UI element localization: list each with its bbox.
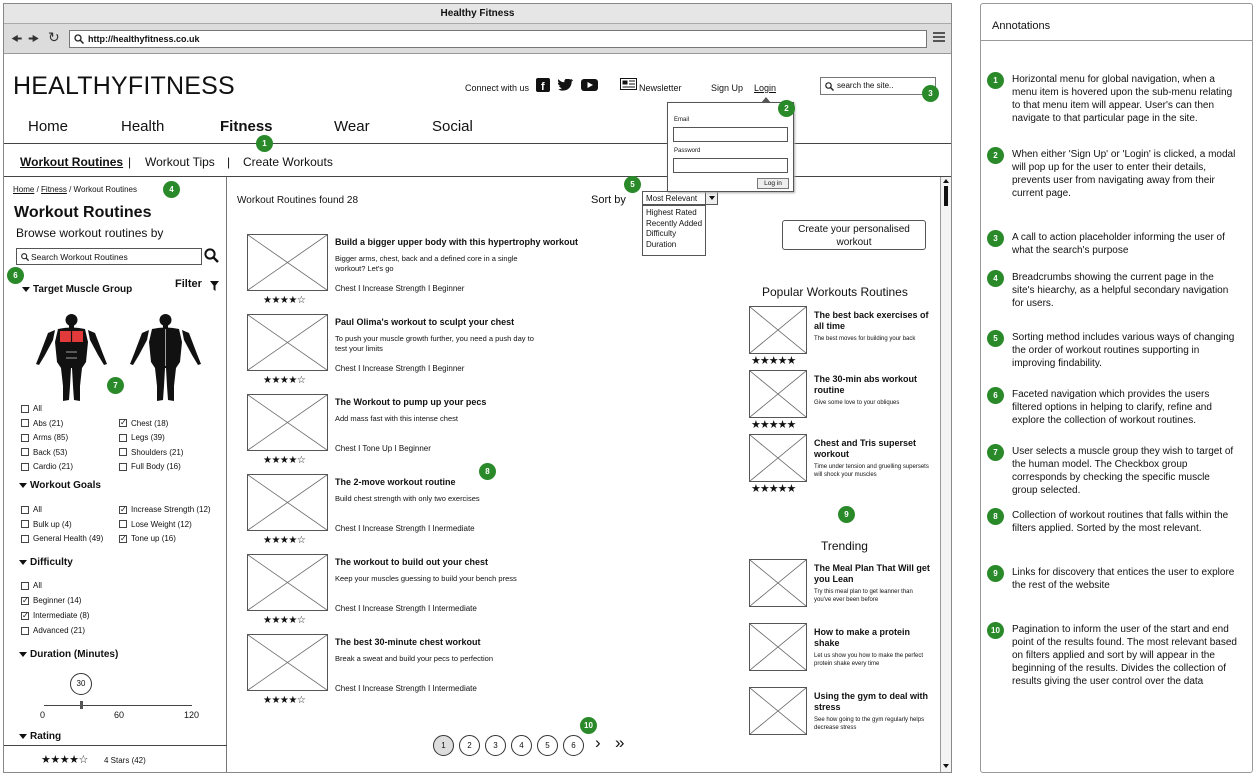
goal-checkbox[interactable]	[21, 520, 72, 529]
sort-select[interactable]	[642, 191, 718, 205]
breadcrumb-home[interactable]: Home	[13, 185, 35, 194]
checkbox-label: Shoulders (21)	[131, 447, 184, 457]
result-thumbnail[interactable]	[247, 634, 328, 691]
popular-title[interactable]: The best back exercises of all time	[814, 310, 929, 332]
checkbox-box[interactable]	[119, 434, 127, 442]
checkbox-box[interactable]: ✓	[120, 533, 127, 543]
nav-divider	[4, 143, 951, 144]
page-button[interactable]: 5	[537, 735, 558, 756]
back-arrow-icon[interactable]: 🠜	[11, 31, 23, 46]
goal-checkbox[interactable]	[119, 505, 211, 514]
muscle-checkbox[interactable]	[119, 419, 168, 428]
breadcrumb-current: Workout Routines	[73, 185, 137, 194]
difficulty-checkbox[interactable]	[21, 596, 81, 605]
result-thumbnail[interactable]	[247, 394, 328, 451]
annotation-badge-3: 3	[922, 85, 939, 102]
checkbox-label: Back (53)	[33, 447, 68, 457]
result-tags: Chest I Increase Strength I Beginner	[335, 284, 465, 293]
search-icon	[74, 34, 84, 44]
search-icon[interactable]	[204, 248, 219, 263]
checkbox-box[interactable]	[21, 627, 29, 635]
muscle-checkbox[interactable]	[21, 404, 42, 413]
subnav-separator: |	[128, 155, 132, 169]
annotation-badge-5: 5	[624, 176, 641, 193]
sidebar-subtitle: Browse workout routines by	[16, 226, 164, 240]
checkbox-box[interactable]: ✓	[120, 504, 127, 514]
search-icon	[825, 82, 834, 91]
checkbox-label: All	[33, 404, 42, 413]
funnel-icon[interactable]	[210, 281, 219, 291]
popular-rating-stars: ★★★★★	[751, 419, 796, 431]
checkbox-box[interactable]: ✓	[22, 595, 29, 605]
trending-title[interactable]: The Meal Plan That Will get you Lean	[814, 563, 930, 585]
difficulty-checkbox[interactable]	[21, 626, 85, 635]
checkbox-box[interactable]	[119, 463, 127, 471]
annotation-number: 9	[987, 565, 1004, 582]
checkbox-box[interactable]	[21, 582, 29, 590]
checkbox-label: Bulk up (4)	[33, 519, 72, 529]
result-tags: Chest I Increase Strength I Intermediate	[335, 684, 477, 693]
login-link[interactable]: Login	[754, 83, 777, 93]
results-count: Workout Routines found 28	[237, 195, 359, 206]
subnav-workout-routines[interactable]: Workout Routines	[20, 155, 124, 169]
trending-description: See how going to the gym regularly helps decrease stress	[814, 717, 925, 731]
caret-down-icon	[22, 287, 30, 292]
result-rating-stars: ★★★★☆	[263, 455, 306, 466]
annotation-number: 5	[987, 330, 1004, 347]
checkbox-label: Lose Weight (12)	[131, 519, 192, 529]
annotation-badge-4: 4	[163, 181, 180, 198]
annotation-text: Faceted navigation which provides the users filtered options in helping to clarify, refine and explore the collection of workout routines.	[1012, 389, 1212, 426]
newsletter-icon	[620, 78, 637, 90]
sort-option[interactable]: Difficulty	[646, 229, 677, 238]
next-page-icon[interactable]: ›	[595, 733, 601, 752]
result-rating-stars: ★★★★☆	[263, 615, 306, 626]
connect-label: Connect with us	[465, 83, 530, 93]
annotation-number: 2	[987, 147, 1004, 164]
email-label: Email	[674, 117, 690, 123]
checkbox-label: Chest (18)	[131, 418, 169, 428]
duration-max: 120	[184, 710, 200, 720]
annotation-badge-9: 9	[838, 506, 855, 523]
muscle-group-heading[interactable]	[22, 284, 132, 295]
duration-slider-track[interactable]	[44, 705, 192, 706]
result-thumbnail[interactable]	[247, 474, 328, 531]
result-title[interactable]: Paul Olima's workout to sculpt your chest	[335, 317, 515, 327]
annotation-number: 8	[987, 508, 1004, 525]
goal-checkbox[interactable]	[119, 520, 192, 529]
popular-description: Time under tension and gruelling supersets will shock your muscles	[814, 464, 929, 478]
forward-arrow-icon[interactable]: 🠞	[28, 31, 40, 46]
modal-pointer	[761, 97, 771, 103]
annotation-text: Links for discovery that entices the user to explore the rest of the website	[1012, 567, 1235, 591]
annotation-text: A call to action placeholder informing the user of what the search's purpose	[1012, 232, 1225, 256]
result-description: Keep your muscles guessing to build your bench press	[335, 574, 517, 583]
goal-checkbox[interactable]	[21, 505, 42, 514]
result-rating-stars: ★★★★☆	[263, 695, 306, 706]
result-title[interactable]: The best 30-minute chest workout	[335, 637, 481, 647]
page-button[interactable]: 2	[459, 735, 480, 756]
subnav-workout-tips[interactable]: Workout Tips	[145, 155, 215, 169]
annotation-badge-7: 7	[107, 377, 124, 394]
facebook-icon[interactable]	[536, 78, 550, 92]
breadcrumb-separator: /	[69, 185, 72, 194]
annotation-number: 7	[987, 444, 1004, 461]
sidebar	[4, 177, 227, 772]
muscle-checkbox[interactable]	[21, 419, 63, 428]
page-button[interactable]: 4	[511, 735, 532, 756]
result-title[interactable]: The Workout to pump up your pecs	[335, 397, 487, 407]
annotation-text: Pagination to inform the user of the start and end point of the results found. The most relevant based on filters applied and sort by will appear in the beginning of the results. Divides the collection of results giving the user control over the data	[1012, 624, 1237, 687]
trending-description: Try this meal plan to get leanner than you've ever been before	[814, 589, 913, 603]
goal-checkbox[interactable]	[21, 534, 103, 543]
popular-thumbnail[interactable]	[749, 306, 807, 354]
annotation-text: When either 'Sign Up' or 'Login' is clicked, a modal will pop up for the user to enter their details, prevents user from navigating away from their current page.	[1012, 149, 1236, 199]
login-modal	[667, 102, 794, 192]
hamburger-menu-icon[interactable]	[933, 32, 945, 44]
result-tags: Chest I Tone Up I Beginner	[335, 444, 431, 453]
duration-slider-handle[interactable]	[80, 701, 83, 709]
newsletter-link[interactable]: Newsletter	[639, 83, 682, 93]
annotation-text: User selects a muscle group they wish to target of the human model. The Checkbox group corresponds by checking the specific muscle group selected.	[1012, 446, 1234, 496]
last-page-icon[interactable]: »	[615, 733, 625, 752]
sort-option[interactable]: Highest Rated	[646, 208, 697, 217]
password-field[interactable]	[673, 158, 788, 173]
sort-label: Sort by	[591, 194, 626, 206]
refresh-icon[interactable]: ↻	[48, 29, 60, 45]
duration-value-bubble: 30	[70, 673, 92, 695]
checkbox-box[interactable]	[21, 535, 29, 543]
duration-heading-label: Duration (Minutes)	[30, 649, 119, 660]
checkbox-label: Beginner (14)	[33, 596, 82, 605]
annotation-badge-6: 6	[7, 267, 24, 284]
annotations-panel	[980, 3, 1253, 773]
subnav-create-workouts[interactable]: Create Workouts	[243, 155, 333, 169]
annotation-number: 4	[987, 270, 1004, 287]
annotation-number: 1	[987, 72, 1004, 89]
muscle-group-heading-label: Target Muscle Group	[33, 284, 133, 295]
checkbox-box[interactable]	[21, 405, 29, 413]
checkbox-label: Legs (39)	[131, 433, 165, 442]
result-rating-stars: ★★★★☆	[263, 535, 306, 546]
sort-option[interactable]: Duration	[646, 239, 677, 249]
youtube-icon[interactable]	[581, 79, 598, 91]
result-description: To push your muscle growth further, you need a push day to test your limits	[335, 334, 534, 353]
sidebar-search-input[interactable]	[16, 248, 202, 265]
page-button[interactable]: 6	[563, 735, 584, 756]
result-tags: Chest I Increase Strength I Inermediate	[335, 524, 475, 533]
goal-checkbox[interactable]	[119, 534, 176, 543]
muscle-checkbox[interactable]	[21, 448, 67, 457]
popular-description: Give some love to your obliques	[814, 400, 900, 406]
workout-goals-heading-label: Workout Goals	[30, 480, 101, 491]
popular-thumbnail[interactable]	[749, 370, 807, 418]
annotation-number: 6	[987, 387, 1004, 404]
nav-social[interactable]: Social	[432, 118, 473, 135]
checkbox-label: General Health (49)	[33, 534, 104, 543]
nav-wear[interactable]: Wear	[334, 118, 370, 135]
rating-divider	[4, 745, 227, 746]
muscle-checkbox[interactable]	[21, 433, 68, 442]
popular-title[interactable]: The 30-min abs workout routine	[814, 374, 918, 396]
annotation-text: Collection of workout routines that falls within the filters applied. Sorted by the most relevant.	[1012, 510, 1229, 534]
checkbox-label: Full Body (16)	[131, 462, 181, 471]
checkbox-label: Advanced (21)	[33, 626, 86, 635]
result-thumbnail[interactable]	[247, 554, 328, 611]
checkbox-box[interactable]: ✓	[22, 610, 29, 620]
checkbox-label: Intermediate (8)	[33, 611, 90, 620]
difficulty-heading[interactable]	[19, 557, 73, 568]
trending-thumbnail[interactable]	[749, 623, 807, 671]
sidebar-title: Workout Routines	[14, 204, 152, 221]
muscle-checkbox[interactable]	[21, 462, 73, 471]
popular-thumbnail[interactable]	[749, 434, 807, 482]
workout-goals-heading[interactable]	[19, 480, 101, 491]
sidebar-search-placeholder: Search Workout Routines	[31, 252, 128, 262]
checkbox-label: Arms (85)	[33, 433, 69, 442]
site-search-placeholder: search the site..	[837, 81, 894, 90]
checkbox-box[interactable]: ✓	[120, 418, 127, 427]
scrollbar-thumb[interactable]	[944, 186, 948, 206]
trending-thumbnail[interactable]	[749, 687, 807, 735]
trending-thumbnail[interactable]	[749, 559, 807, 607]
nav-health[interactable]: Health	[121, 118, 165, 135]
site-logo[interactable]: HEALTHYFITNESS	[13, 72, 235, 100]
popular-heading: Popular Workouts Routines	[762, 285, 908, 299]
annotations-title: Annotations	[992, 20, 1051, 32]
annotation-badge-10: 10	[580, 717, 597, 734]
annotation-badge-2: 2	[778, 100, 795, 117]
caret-down-icon	[19, 483, 27, 488]
trending-description: Let us show you how to make the perfect protein shake every time	[814, 653, 924, 667]
checkbox-box[interactable]	[119, 448, 127, 456]
annotation-badge-1: 1	[256, 135, 273, 152]
checkbox-box[interactable]	[21, 463, 29, 471]
result-thumbnail[interactable]	[247, 234, 328, 291]
body-back-figure[interactable]	[128, 312, 203, 404]
annotation-text: Horizontal menu for global navigation, when a menu item is hovered upon the sub-menu relating to that menu item will appear. User's can then navigate to that particular page in the site.	[1012, 74, 1233, 124]
search-icon	[21, 253, 29, 261]
muscle-checkbox[interactable]	[119, 462, 181, 471]
annotation-text: Breadcrumbs showing the current page in the site's hiearchy, as a helpful secondary navigation for users.	[1012, 272, 1229, 309]
create-workout-button[interactable]: Create your personalised workout	[782, 220, 926, 250]
window-title: Healthy Fitness	[4, 4, 951, 24]
rating-heading[interactable]	[19, 731, 61, 742]
checkbox-box[interactable]	[21, 434, 29, 442]
url-text: http://healthyfitness.co.uk	[88, 34, 200, 44]
scroll-up-icon[interactable]	[943, 179, 949, 183]
chevron-down-icon[interactable]	[705, 192, 717, 204]
browser-toolbar	[4, 24, 951, 54]
checkbox-label: Tone up (16)	[131, 534, 176, 543]
subnav-separator: |	[227, 155, 231, 169]
scrollbar[interactable]	[940, 177, 951, 772]
result-description: Break a sweat and build your pecs to perfection	[335, 654, 494, 663]
muscle-checkbox[interactable]	[119, 433, 165, 442]
rating-label: 4 Stars (42)	[104, 756, 146, 765]
annotation-number: 3	[987, 230, 1004, 247]
rating-heading-label: Rating	[30, 731, 62, 742]
annotation-badge-8: 8	[479, 463, 496, 480]
trending-title[interactable]: How to make a protein shake	[814, 627, 911, 649]
filter-label[interactable]: Filter	[175, 278, 202, 290]
result-tags: Chest I Increase Strength I Beginner	[335, 364, 465, 373]
result-thumbnail[interactable]	[247, 314, 328, 371]
annotation-text: Sorting method includes various ways of changing the order of workout routines supporting in improving findability.	[1012, 332, 1235, 369]
site-search-input[interactable]	[820, 77, 936, 95]
body-front-figure[interactable]	[34, 312, 109, 404]
nav-fitness[interactable]: Fitness	[220, 118, 273, 135]
signup-link[interactable]: Sign Up	[711, 83, 744, 93]
breadcrumb-separator: /	[36, 185, 39, 194]
url-bar[interactable]	[69, 30, 927, 48]
checkbox-box[interactable]	[21, 419, 29, 427]
checkbox-label: Cardio (21)	[33, 462, 74, 471]
popular-description: The best moves for building your back	[814, 336, 916, 342]
password-label: Password	[674, 148, 701, 154]
page-button[interactable]: 1	[433, 735, 454, 756]
checkbox-box[interactable]	[21, 448, 29, 456]
result-title[interactable]: The workout to build out your chest	[335, 557, 488, 567]
checkbox-label: Abs (21)	[33, 418, 64, 428]
popular-title[interactable]: Chest and Tris superset workout	[814, 438, 917, 460]
caret-down-icon	[19, 652, 27, 657]
annotations-divider	[981, 40, 1252, 41]
sort-option[interactable]: Recently Added	[646, 218, 703, 228]
rating-stars[interactable]: ★★★★☆	[41, 754, 88, 766]
svg-text:f: f	[541, 81, 545, 92]
breadcrumb-fitness[interactable]: Fitness	[41, 185, 67, 194]
checkbox-box[interactable]	[21, 506, 29, 514]
checkbox-box[interactable]	[21, 520, 29, 528]
caret-down-icon	[19, 734, 27, 739]
duration-mid: 60	[114, 710, 125, 720]
popular-rating-stars: ★★★★★	[751, 355, 796, 367]
sort-dropdown	[642, 205, 706, 256]
result-tags: Chest I Increase Strength I Intermediate	[335, 604, 477, 613]
difficulty-checkbox[interactable]	[21, 611, 89, 620]
result-rating-stars: ★★★★☆	[263, 375, 306, 386]
twitter-icon[interactable]	[558, 79, 573, 91]
difficulty-heading-label: Difficulty	[30, 557, 73, 568]
difficulty-checkbox[interactable]	[21, 581, 42, 590]
checkbox-label: Increase Strength (12)	[131, 505, 211, 514]
result-description: Build chest strength with only two exercises	[335, 494, 480, 503]
annotation-number: 10	[987, 622, 1004, 639]
nav-home[interactable]: Home	[28, 118, 69, 135]
result-rating-stars: ★★★★☆	[263, 295, 306, 306]
trending-heading: Trending	[821, 539, 868, 553]
result-description: Add mass fast with this intense chest	[335, 414, 458, 423]
trending-title[interactable]: Using the gym to deal with stress	[814, 691, 929, 713]
page-button[interactable]: 3	[485, 735, 506, 756]
email-field[interactable]	[673, 127, 788, 142]
result-title[interactable]: Build a bigger upper body with this hypertrophy workout	[335, 237, 579, 247]
browser-window	[3, 3, 952, 773]
login-button[interactable]: Log in	[757, 178, 789, 189]
duration-heading[interactable]	[19, 649, 118, 660]
sort-selected: Most Relevant	[646, 194, 698, 203]
result-title[interactable]: The 2-move workout routine	[335, 477, 456, 487]
checkbox-box[interactable]	[119, 520, 127, 528]
muscle-checkbox[interactable]	[119, 448, 183, 457]
duration-min: 0	[40, 710, 46, 720]
checkbox-label: All	[33, 505, 42, 514]
breadcrumb	[13, 185, 137, 194]
result-description: Bigger arms, chest, back and a defined core in a single workout? Let's go	[335, 254, 518, 273]
scroll-down-icon[interactable]	[943, 764, 949, 768]
checkbox-label: All	[33, 581, 42, 590]
caret-down-icon	[19, 560, 27, 565]
popular-rating-stars: ★★★★★	[751, 483, 796, 495]
